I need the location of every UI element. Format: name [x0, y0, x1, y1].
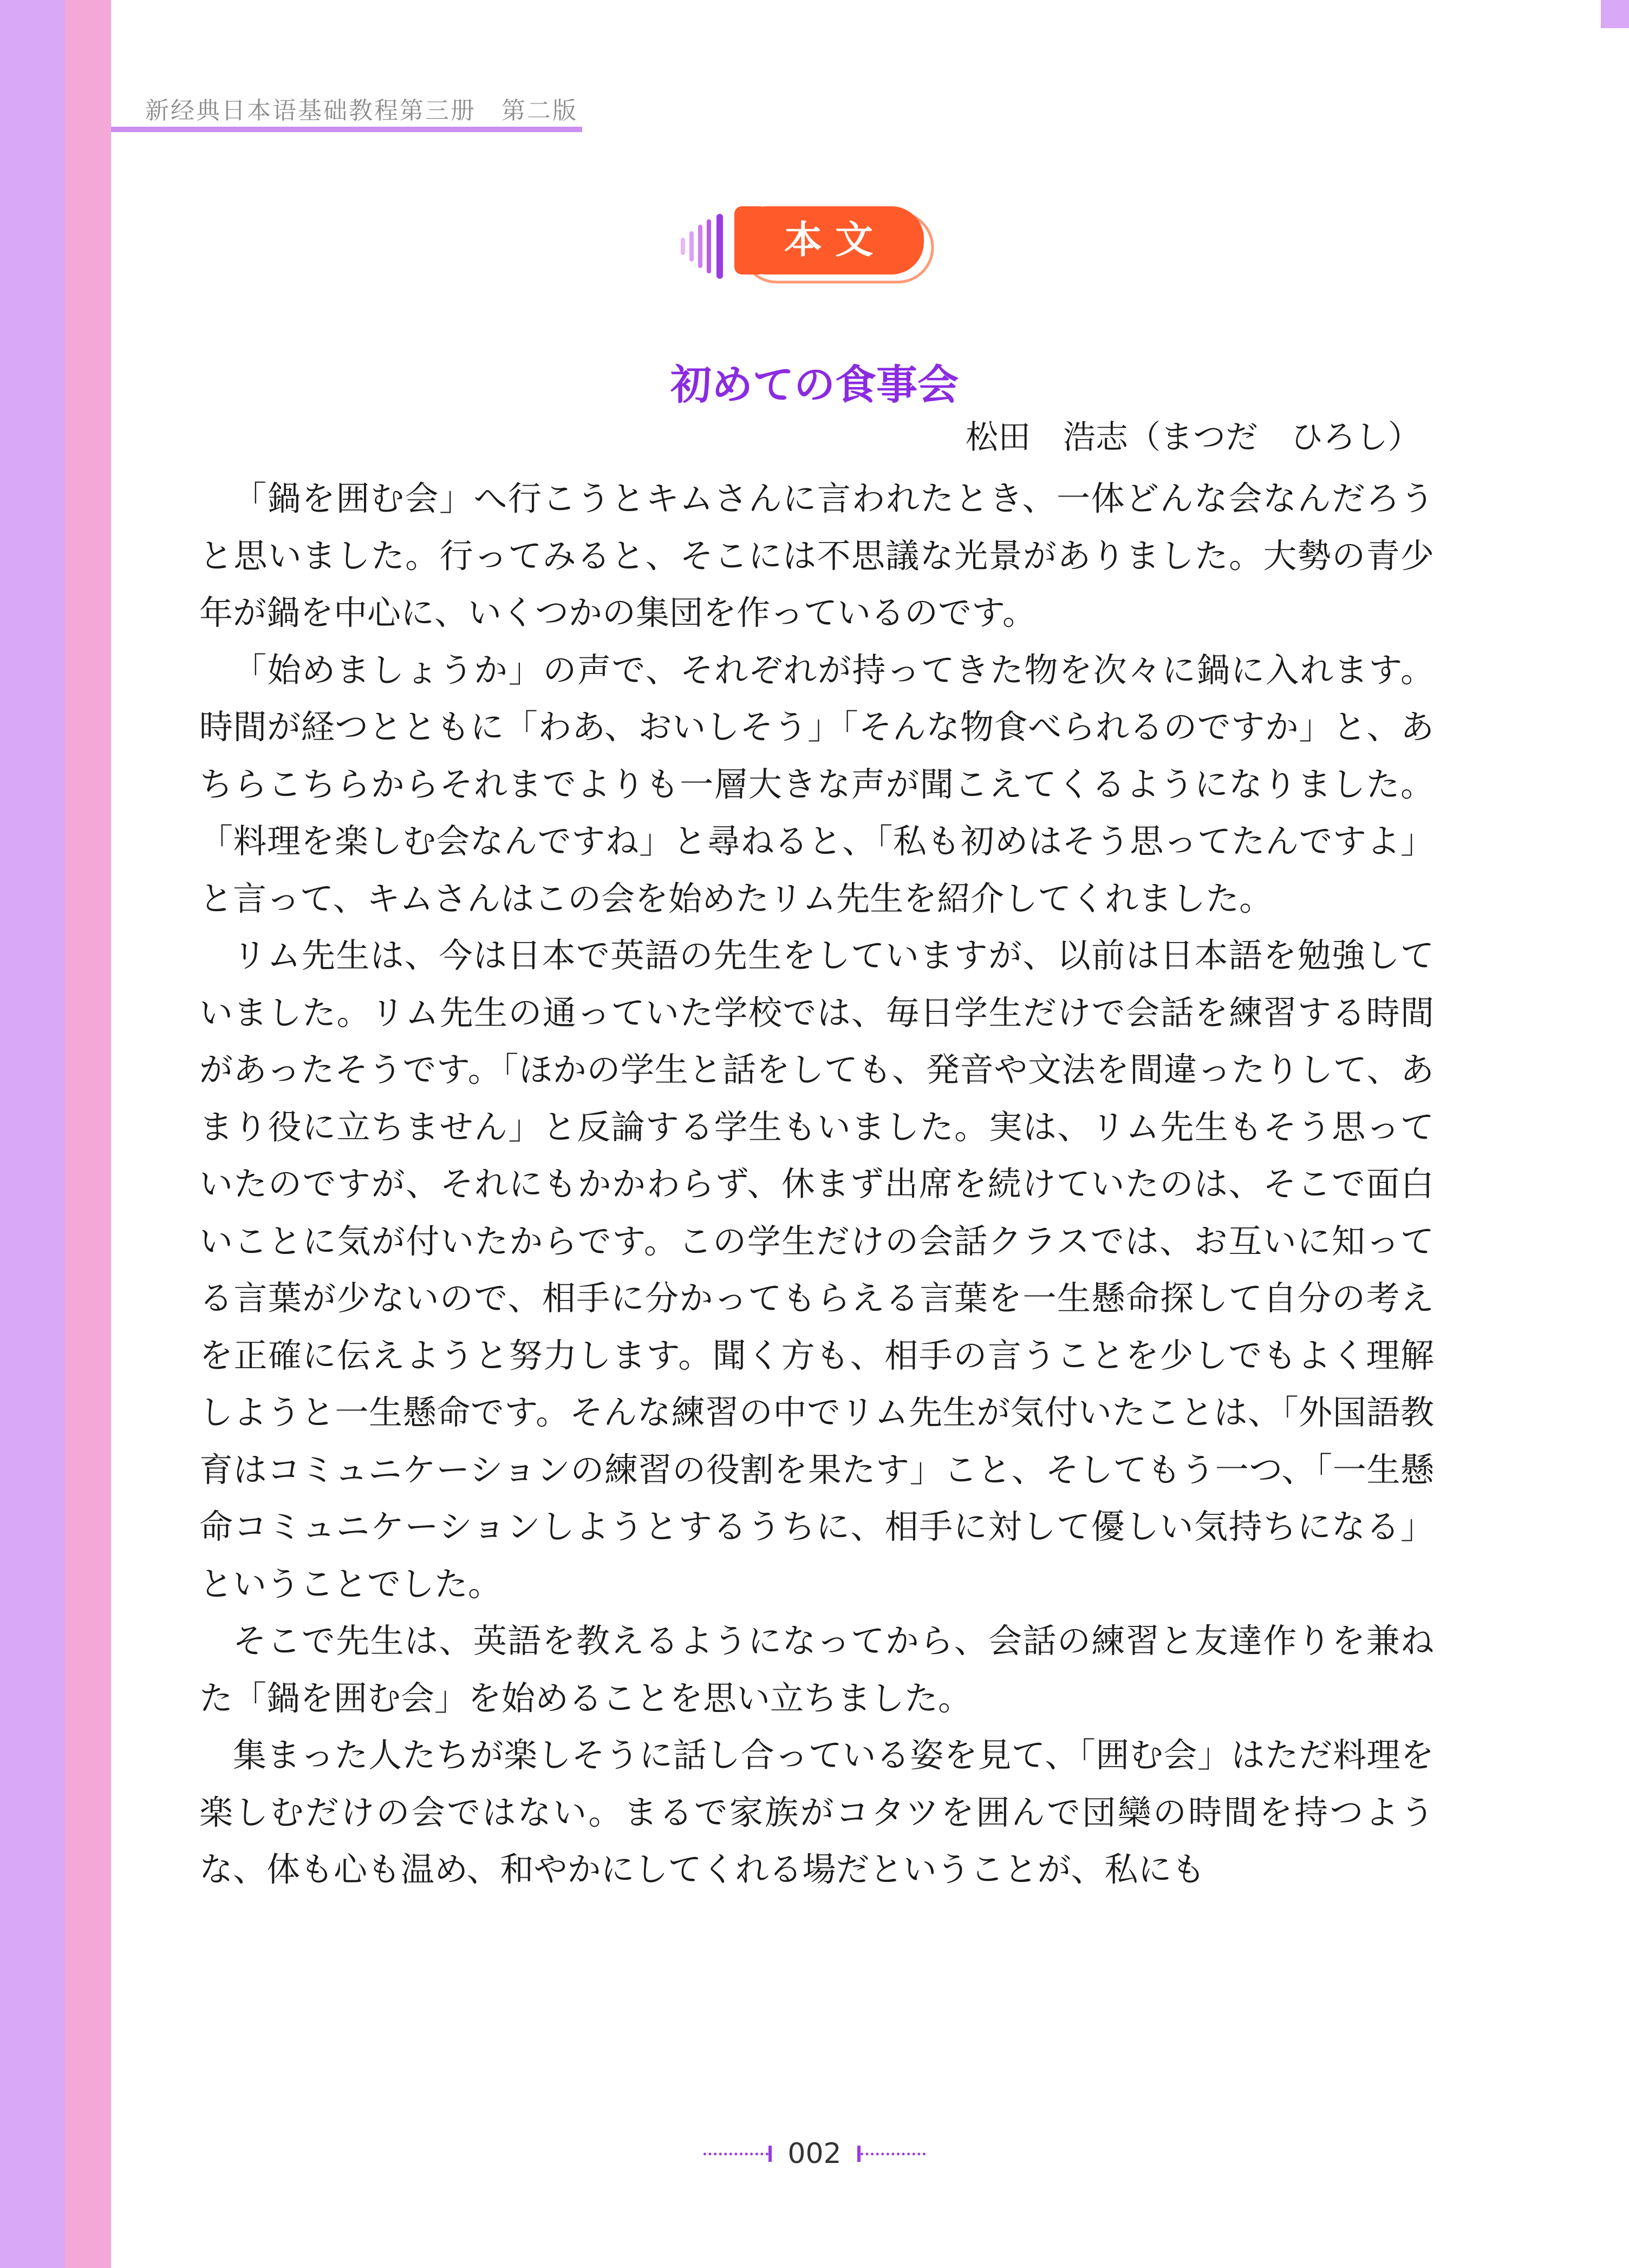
paragraph: そこで先生は、英語を教えるようになってから、会話の練習と友達作りを兼ねた「鍋を囲む会」を始めることを思い立ちました。 [199, 1621, 1434, 1718]
paragraph: リム先生は、今は日本で英語の先生をしていますが、以前は日本語を勉強していました。リム先生の通っていた学校では、毎日学生だけで会話を練習する時間があったそうです。「ほかの学生と話をしても、発音や文法を間違ったりして、あまり役に立ちません」と反論する学生もいました。実は、リム先生もそう思っていたのですが、それにもかかわらず、休まず出席を続けていたのは、そこで面白いことに気が付いたからです。この学生だけの会話クラスでは、お互いに知ってる言葉が少ないので、相手に分かってもらえる言葉を一生懸命探して自分の考えを正確に伝えようと努力します。聞く方も、相手の言うことを少しでもよく理解しようと一生懸命です。そんな練習の中でリム先生が気付いたことは、「外国語教育はコミュニケーションの練習の役割を果たす」こと、そしてもう一つ、「一生懸命コミュニケーションしようとするうちに、相手に対して優しい気持ちになる」ということでした。 [199, 936, 1434, 1604]
section-badge [680, 203, 950, 295]
article-author: 松田 浩志（まつだ ひろし） [966, 419, 1421, 456]
badge-label: 本 文 [784, 218, 874, 262]
header-rule [111, 127, 582, 132]
audio-bars-icon [680, 214, 728, 279]
running-header: 新经典日本语基础教程第三册 第二版 [145, 97, 578, 125]
paragraph: 「始めましょうか」の声で、それぞれが持ってきた物を次々に鍋に入れます。時間が経つとともに「わあ、おいしそう」「そんな物食べられるのですか」と、あちらこちらからそれまでよりも一層大きな声が聞こえてくるようになりました。「料理を楽しむ会なんですね」と尋ねると、「私も初めはそう思ってたんですよ」と言って、キムさんはこの会を始めたリム先生を紹介してくれました。 [199, 650, 1434, 918]
badge-shape [731, 203, 936, 284]
article-body [199, 470, 1434, 1898]
paragraph: 集まった人たちが楽しそうに話し合っている姿を見て、「囲む会」はただ料理を楽しむだけの会ではない。まるで家族がコタツを囲んで団欒の時間を持つような、体も心も温め、和やかにしてくれる場だということが、私にも [199, 1735, 1434, 1889]
footer-dots-left [703, 2153, 768, 2155]
footer-tick-left [768, 2146, 772, 2162]
article-title: 初めての食事会 [670, 361, 959, 409]
left-margin-band-lavender [0, 0, 65, 2268]
page-footer [0, 2138, 1629, 2170]
corner-decoration [1601, 0, 1629, 28]
left-margin-band-pink [65, 0, 111, 2268]
footer-dots-right [861, 2153, 926, 2155]
page-number: 002 [787, 2138, 842, 2170]
paragraph: 「鍋を囲む会」へ行こうとキムさんに言われたとき、一体どんな会なんだろうと思いました。行ってみると、そこには不思議な光景がありました。大勢の青少年が鍋を中心に、いくつかの集団を作っているのです。 [199, 479, 1434, 632]
